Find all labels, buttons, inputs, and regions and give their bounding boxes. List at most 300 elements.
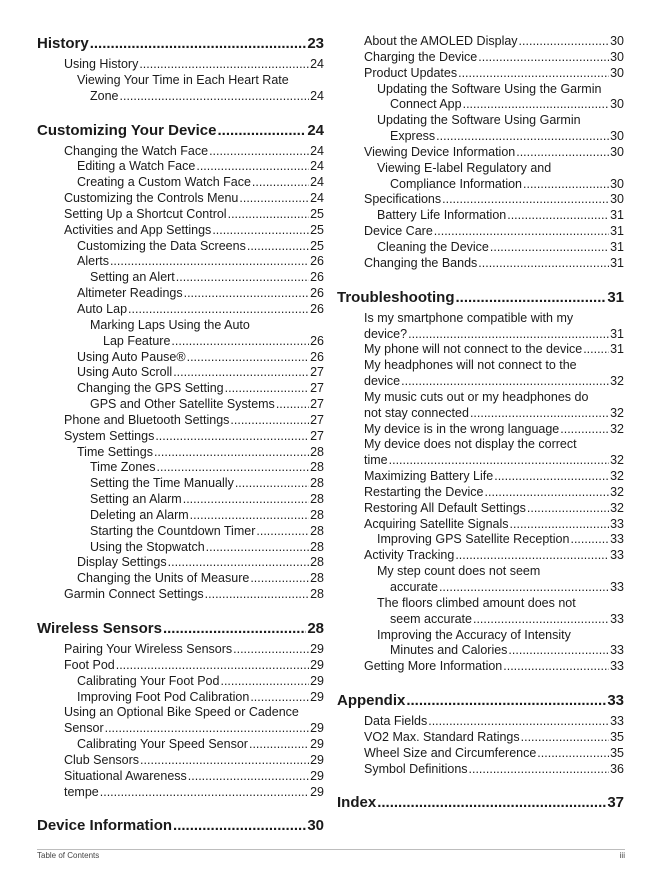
toc-entry-title: Troubleshooting (337, 288, 455, 306)
toc-entry[interactable] (364, 256, 624, 272)
toc-entry-title: Time Settings (77, 444, 153, 459)
dot-leader (217, 121, 306, 141)
toc-entry[interactable] (377, 161, 624, 193)
dot-leader (173, 365, 309, 381)
toc-entry[interactable] (77, 254, 324, 270)
toc-entry[interactable] (90, 540, 324, 556)
toc-entry[interactable] (364, 342, 624, 358)
toc-entry[interactable] (77, 239, 324, 255)
dot-leader (100, 785, 309, 801)
toc-page-number[interactable]: 24 (310, 191, 324, 206)
toc-entry[interactable] (90, 270, 324, 286)
toc-entry[interactable] (64, 642, 324, 658)
dot-leader (225, 381, 309, 397)
toc-entry[interactable] (364, 485, 624, 501)
toc-entry[interactable] (364, 390, 624, 422)
toc-entry[interactable] (77, 674, 324, 690)
toc-entry[interactable] (364, 192, 624, 208)
toc-page-number[interactable]: 33 (610, 580, 624, 594)
toc-entry-title: Restarting the Device (364, 484, 484, 499)
dot-leader (128, 302, 309, 318)
dot-leader (508, 643, 609, 659)
toc-section-heading[interactable] (37, 816, 324, 836)
toc-entry-title-line: Using an Optional Bike Speed or Cadence (64, 705, 299, 720)
toc-entry-title: Editing a Watch Face (77, 159, 196, 174)
toc-page-number[interactable]: 28 (310, 571, 324, 586)
toc-entry[interactable] (64, 57, 324, 73)
toc-entry-title-line: Improving the Accuracy of Intensity (377, 627, 571, 642)
toc-page-number[interactable]: 33 (610, 611, 624, 626)
toc-page-number[interactable]: 26 (310, 254, 324, 269)
toc-page-number[interactable]: 24 (310, 88, 324, 103)
toc-entry[interactable] (90, 460, 324, 476)
toc-entry-title: Changing the Units of Measure (77, 571, 250, 586)
dot-leader (190, 508, 309, 524)
toc-entry[interactable] (77, 571, 324, 587)
toc-page-number[interactable]: 32 (610, 374, 624, 389)
toc-page-number[interactable]: 28 (310, 444, 324, 459)
toc-page-number[interactable]: 27 (310, 428, 324, 443)
dot-leader (521, 730, 609, 746)
toc-page-number[interactable]: 24 (310, 57, 324, 71)
toc-page-number[interactable]: 30 (610, 144, 624, 159)
dot-leader (276, 397, 309, 413)
toc-entry[interactable] (364, 224, 624, 240)
toc-entry[interactable] (64, 769, 324, 785)
toc-section-heading[interactable] (37, 121, 324, 141)
toc-page-number[interactable]: 23 (307, 35, 324, 52)
dot-leader (436, 129, 609, 145)
dot-leader (455, 548, 609, 564)
toc-page-number[interactable]: 32 (610, 421, 624, 436)
toc-entry[interactable] (90, 492, 324, 508)
toc-page-number[interactable]: 26 (310, 270, 324, 285)
toc-entry[interactable] (364, 50, 624, 66)
dot-leader (173, 816, 306, 836)
toc-entry[interactable] (77, 445, 324, 461)
toc-page-number[interactable]: 33 (610, 643, 624, 658)
dot-leader (212, 223, 309, 239)
toc-entry-title: Situational Awareness (64, 768, 187, 783)
toc-entry-title-line: The floors climbed amount does not (377, 595, 576, 610)
toc-entry[interactable] (90, 318, 324, 350)
toc-page-number[interactable]: 37 (607, 794, 624, 812)
dot-leader (537, 746, 609, 762)
toc-page-number[interactable]: 26 (310, 333, 324, 348)
dot-leader (250, 690, 309, 706)
toc-entry-title: Maximizing Battery Life (364, 469, 494, 484)
toc-entry-title: Viewing Device Information (364, 144, 516, 159)
toc-page-number[interactable]: 28 (310, 555, 324, 570)
dot-leader (168, 555, 309, 571)
toc-entry[interactable] (77, 350, 324, 366)
toc-page-number[interactable]: 28 (310, 460, 324, 475)
toc-entry[interactable] (377, 628, 624, 660)
toc-page-number[interactable]: 29 (310, 768, 324, 783)
toc-section-heading[interactable] (337, 691, 624, 711)
toc-entry-title: About the AMOLED Display (364, 34, 518, 48)
toc-entry-title: Activities and App Settings (64, 222, 212, 237)
toc-section-heading[interactable] (37, 34, 324, 54)
toc-entry-title-line: My device does not display the correct (364, 437, 577, 452)
dot-leader (463, 97, 610, 113)
toc-entry-title-line: Is my smartphone compatible with my (364, 310, 574, 325)
dot-leader (252, 175, 309, 191)
toc-page-number[interactable]: 33 (610, 659, 624, 674)
toc-entry-title: Calibrating Your Speed Sensor (77, 737, 248, 752)
dot-leader (583, 342, 609, 358)
footer-section-title: Table of Contents (37, 851, 100, 860)
toc-entry[interactable] (364, 66, 624, 82)
dot-leader (406, 691, 606, 711)
toc-entry-title: Cleaning the Device (377, 239, 489, 254)
toc-entry-title: Setting an Alert (90, 270, 175, 285)
toc-entry-title: Minutes and Calories (390, 643, 508, 658)
dot-leader (235, 476, 309, 492)
toc-entry-title: GPS and Other Satellite Systems (90, 397, 275, 412)
dot-leader (105, 721, 309, 737)
dot-leader (428, 714, 609, 730)
toc-entry[interactable] (364, 501, 624, 517)
toc-entry-title: tempe (64, 784, 99, 799)
toc-page-number[interactable]: 30 (610, 65, 624, 80)
toc-entry-title: Setting the Time Manually (90, 476, 234, 491)
toc-entry[interactable] (64, 785, 324, 801)
toc-entry[interactable] (77, 690, 324, 706)
toc-page-number[interactable]: 24 (307, 121, 324, 139)
toc-page-number[interactable]: 33 (610, 714, 624, 729)
toc-section-heading[interactable] (37, 619, 324, 639)
toc-entry[interactable] (77, 365, 324, 381)
toc-page-number[interactable]: 36 (610, 761, 624, 776)
toc-entry-title: seem accurate (390, 611, 472, 626)
toc-page-number[interactable]: 26 (310, 286, 324, 301)
toc-page-number[interactable]: 32 (610, 469, 624, 484)
toc-page-number[interactable]: 30 (610, 176, 624, 191)
toc-entry-title: My phone will not connect to the device (364, 342, 583, 357)
toc-entry[interactable] (90, 476, 324, 492)
toc-entry[interactable] (364, 469, 624, 485)
dot-leader (209, 144, 309, 160)
dot-leader (110, 254, 309, 270)
toc-entry[interactable] (377, 208, 624, 224)
dot-leader (256, 524, 309, 540)
toc-page-number[interactable]: 28 (310, 587, 324, 602)
toc-page-number[interactable]: 27 (310, 412, 324, 427)
dot-leader (494, 469, 609, 485)
toc-page-number[interactable]: 30 (307, 817, 324, 835)
dot-leader (485, 485, 610, 501)
toc-entry-title: Lap Feature (103, 333, 171, 348)
dot-leader (456, 288, 607, 308)
dot-leader (140, 753, 309, 769)
toc-entry[interactable] (64, 191, 324, 207)
toc-entry-title-line: Marking Laps Using the Auto (90, 317, 250, 332)
toc-entry[interactable] (377, 113, 624, 145)
toc-entry-title: Setting Up a Shortcut Control (64, 206, 227, 221)
toc-entry[interactable] (377, 240, 624, 256)
toc-entry[interactable] (77, 555, 324, 571)
toc-entry[interactable] (64, 207, 324, 223)
toc-page-number[interactable]: 35 (610, 745, 624, 760)
toc-page-number[interactable]: 25 (310, 206, 324, 221)
toc-page-number[interactable]: 28 (310, 492, 324, 507)
toc-page-number[interactable]: 30 (610, 97, 624, 112)
toc-entry-title: Compliance Information (390, 176, 523, 191)
dot-leader (196, 159, 309, 175)
toc-entry-title: Getting More Information (364, 659, 503, 674)
toc-page-number[interactable]: 26 (310, 301, 324, 316)
dot-leader (523, 177, 609, 193)
toc-entry[interactable] (64, 144, 324, 160)
toc-page-number[interactable]: 28 (307, 620, 324, 637)
toc-entry-title-line: My headphones will not connect to the (364, 358, 577, 373)
toc-page-number[interactable]: 28 (310, 539, 324, 554)
toc-entry-title-line: Viewing Your Time in Each Heart Rate (77, 72, 289, 87)
toc-entry-title: Index (337, 794, 377, 812)
toc-page-number[interactable]: 29 (310, 657, 324, 672)
dot-leader (434, 224, 609, 240)
toc-entry[interactable] (64, 429, 324, 445)
toc-entry-title: Alerts (77, 254, 109, 269)
toc-entry-title-line: Updating the Software Using Garmin (377, 113, 581, 128)
toc-page-number[interactable]: 27 (310, 365, 324, 380)
toc-page-number[interactable]: 28 (310, 523, 324, 538)
dot-leader (205, 587, 309, 603)
toc-page-number[interactable]: 29 (310, 689, 324, 704)
toc-page-number[interactable]: 32 (610, 500, 624, 515)
toc-entry[interactable] (64, 753, 324, 769)
toc-entry-title: Customizing Your Device (37, 121, 217, 139)
toc-entry-title: Restoring All Default Settings (364, 500, 526, 515)
toc-entry[interactable] (377, 532, 624, 548)
dot-leader (184, 286, 309, 302)
toc-entry-title: time (364, 453, 388, 468)
toc-page-number[interactable]: 27 (310, 397, 324, 412)
toc-entry-title: VO2 Max. Standard Ratings (364, 729, 520, 744)
toc-entry-title-line: My music cuts out or my headphones do (364, 389, 589, 404)
toc-page-number[interactable]: 31 (610, 326, 624, 341)
toc-entry[interactable] (377, 596, 624, 628)
toc-entry-title: Express (390, 129, 436, 144)
dot-leader (228, 207, 310, 223)
toc-entry-title: Specifications (364, 192, 442, 207)
dot-leader (377, 793, 606, 813)
toc-entry[interactable] (77, 159, 324, 175)
toc-page-number[interactable]: 26 (310, 349, 324, 364)
dot-leader (157, 460, 310, 476)
dot-leader (154, 445, 309, 461)
toc-entry-title: device (364, 374, 401, 389)
toc-entry-title: My device is in the wrong language (364, 421, 560, 436)
toc-entry[interactable] (377, 564, 624, 596)
toc-entry-title: System Settings (64, 428, 155, 443)
toc-page-number[interactable]: 31 (607, 288, 624, 306)
toc-page-number[interactable]: 33 (610, 548, 624, 563)
toc-page-number[interactable]: 30 (610, 129, 624, 144)
toc-entry[interactable] (77, 737, 324, 753)
dot-leader (473, 612, 609, 628)
dot-leader (507, 208, 609, 224)
toc-entry[interactable] (364, 311, 624, 343)
toc-entry-title: Foot Pod (64, 657, 115, 672)
toc-entry-title: Charging the Device (364, 49, 478, 64)
dot-leader (90, 34, 307, 54)
dot-leader (503, 659, 609, 675)
toc-page-number[interactable]: 33 (610, 516, 624, 531)
toc-entry-title: Device Care (364, 224, 433, 239)
toc-entry[interactable] (64, 705, 324, 737)
dot-leader (139, 57, 309, 73)
toc-entry[interactable] (364, 730, 624, 746)
toc-page-number[interactable]: 31 (610, 224, 624, 239)
toc-page-number[interactable]: 31 (610, 208, 624, 223)
toc-entry-title: Using Auto Pause® (77, 349, 186, 364)
toc-entry[interactable] (364, 762, 624, 778)
dot-leader (401, 374, 609, 390)
toc-entry-title: Altimeter Readings (77, 286, 183, 301)
toc-entry[interactable] (77, 302, 324, 318)
toc-entry-title: Improving GPS Satellite Reception (377, 532, 570, 547)
toc-entry-title: Customizing the Data Screens (77, 238, 246, 253)
toc-entry-title: Calibrating Your Foot Pod (77, 673, 220, 688)
dot-leader (519, 34, 610, 50)
toc-entry[interactable] (364, 145, 624, 161)
toc-entry-title: Acquiring Satellite Signals (364, 516, 509, 531)
toc-entry[interactable] (77, 175, 324, 191)
toc-entry-title: Appendix (337, 692, 406, 710)
toc-entry-title: Changing the Watch Face (64, 143, 209, 158)
toc-entry-title: Symbol Definitions (364, 761, 468, 776)
toc-entry[interactable] (90, 397, 324, 413)
toc-entry[interactable] (77, 73, 324, 105)
dot-leader (560, 422, 609, 438)
toc-entry[interactable] (364, 548, 624, 564)
toc-entry[interactable] (77, 286, 324, 302)
toc-page-number[interactable]: 30 (610, 192, 624, 207)
toc-section-heading[interactable] (337, 793, 624, 813)
dot-leader (183, 492, 309, 508)
toc-entry-title: Phone and Bluetooth Settings (64, 412, 230, 427)
toc-entry[interactable] (364, 714, 624, 730)
toc-page-number[interactable]: 31 (610, 239, 624, 254)
toc-page-number[interactable]: 31 (610, 342, 624, 357)
toc-entry-title: Deleting an Alarm (90, 507, 189, 522)
toc-entry[interactable] (364, 358, 624, 390)
dot-leader (230, 413, 309, 429)
toc-entry[interactable] (364, 746, 624, 762)
toc-column-left (37, 34, 324, 839)
toc-page-number[interactable]: 30 (610, 49, 624, 64)
toc-entry[interactable] (64, 587, 324, 603)
toc-page-number[interactable]: 29 (310, 673, 324, 688)
footer-page-number: iii (619, 851, 625, 860)
toc-entry[interactable] (364, 422, 624, 438)
toc-entry-title: Improving Foot Pod Calibration (77, 689, 250, 704)
dot-leader (510, 517, 610, 533)
toc-page-number[interactable]: 33 (607, 692, 624, 710)
toc-page-number[interactable]: 29 (310, 752, 324, 767)
toc-page-number[interactable]: 28 (310, 476, 324, 491)
toc-entry-title: not stay connected (364, 405, 469, 420)
toc-entry[interactable] (64, 413, 324, 429)
toc-page-number[interactable]: 35 (610, 729, 624, 744)
toc-page-number[interactable]: 27 (310, 381, 324, 396)
toc-entry[interactable] (364, 659, 624, 675)
toc-entry-title: Wheel Size and Circumference (364, 745, 537, 760)
dot-leader (188, 769, 309, 785)
dot-leader (171, 334, 309, 350)
toc-page-number[interactable]: 24 (310, 143, 324, 158)
toc-entry[interactable] (377, 82, 624, 114)
page-footer (37, 849, 625, 860)
toc-page-number[interactable]: 24 (310, 159, 324, 174)
dot-leader (250, 571, 309, 587)
toc-page-number[interactable]: 29 (310, 721, 324, 736)
toc-section-heading[interactable] (337, 288, 624, 308)
toc-page-number[interactable]: 29 (310, 642, 324, 656)
toc-entry[interactable] (90, 524, 324, 540)
toc-page-number[interactable]: 32 (610, 453, 624, 468)
toc-entry[interactable] (364, 437, 624, 469)
toc-entry[interactable] (364, 517, 624, 533)
toc-entry-title: Activity Tracking (364, 548, 455, 563)
toc-entry-title: Customizing the Controls Menu (64, 191, 239, 206)
toc-entry[interactable] (90, 508, 324, 524)
toc-entry[interactable] (77, 381, 324, 397)
toc-page-number[interactable]: 28 (310, 507, 324, 522)
toc-entry-title: Starting the Countdown Timer (90, 523, 256, 538)
toc-entry-title: Using History (64, 57, 139, 71)
toc-entry-title: Sensor (64, 721, 104, 736)
toc-page-number[interactable]: 25 (310, 238, 324, 253)
toc-page-number[interactable]: 29 (310, 784, 324, 799)
toc-page-number[interactable]: 25 (310, 222, 324, 237)
toc-page-number[interactable]: 33 (610, 532, 624, 547)
dot-leader (163, 619, 306, 639)
dot-leader (527, 501, 609, 517)
dot-leader (239, 191, 309, 207)
dot-leader (490, 240, 609, 256)
toc-entry-title: Pairing Your Wireless Sensors (64, 642, 233, 656)
toc-entry[interactable] (364, 34, 624, 50)
toc-entry[interactable] (64, 658, 324, 674)
dot-leader (439, 580, 609, 596)
toc-page-number[interactable]: 32 (610, 484, 624, 499)
toc-entry-title: Using the Stopwatch (90, 539, 205, 554)
toc-entry[interactable] (64, 223, 324, 239)
toc-entry-title: Wireless Sensors (37, 620, 162, 637)
toc-entry-title: Data Fields (364, 714, 428, 729)
toc-entry-title: Display Settings (77, 555, 167, 570)
dot-leader (470, 406, 609, 422)
toc-page-number[interactable]: 24 (310, 175, 324, 190)
toc-entry-title: Auto Lap (77, 301, 128, 316)
dot-leader (389, 453, 609, 469)
toc-entry-title: Creating a Custom Watch Face (77, 175, 251, 190)
toc-page-number[interactable]: 30 (610, 34, 624, 48)
dot-leader (442, 192, 609, 208)
toc-entry-title: History (37, 35, 89, 52)
dot-leader (408, 327, 609, 343)
toc-page-number[interactable]: 31 (610, 255, 624, 270)
toc-page-number[interactable]: 29 (310, 737, 324, 752)
toc-column-right (337, 34, 624, 816)
dot-leader (233, 642, 309, 658)
toc-entry-title: device? (364, 326, 408, 341)
toc-entry-title: Zone (90, 88, 119, 103)
toc-page-number[interactable]: 32 (610, 405, 624, 420)
